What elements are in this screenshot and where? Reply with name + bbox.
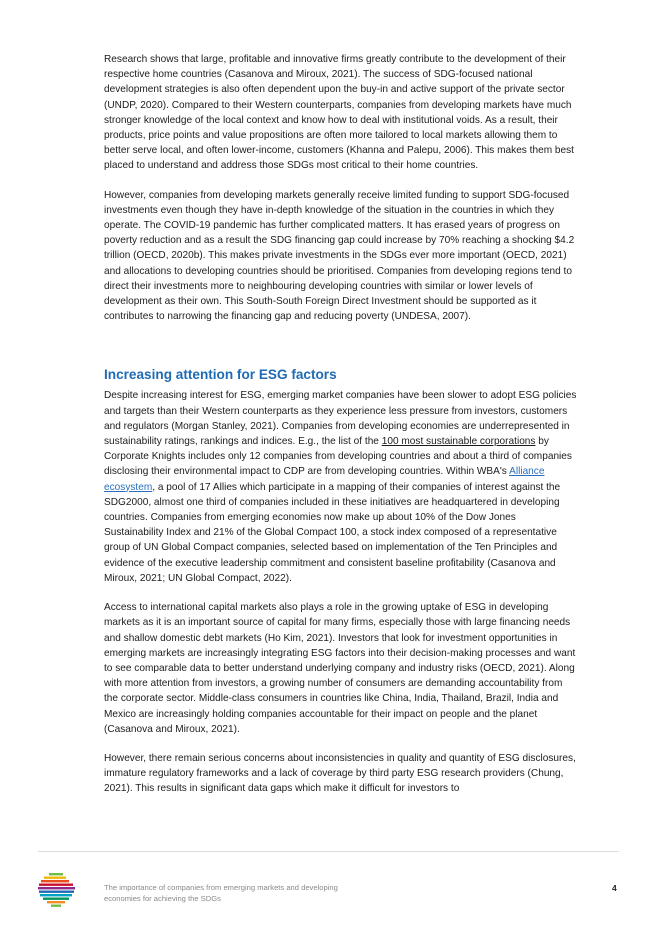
wba-logo-icon <box>38 872 76 908</box>
paragraph-concerns: However, there remain serious concerns about inconsistencies in quality and quantity of ESG disclosures, immature regulatory frameworks and a lack of coverage by third party ESG research providers (Chung, 2021). This results in significant data gaps which make it difficult for investors to <box>104 752 576 795</box>
main-content <box>104 52 578 811</box>
footer-divider <box>38 851 619 852</box>
footer-document-title: The importance of companies from emerging markets and developing economies for achieving the SDGs <box>104 883 338 903</box>
text-segment: , a pool of 17 Allies which participate in a mapping of their companies of interest against the SDG2000, almost one third of companies included in these initiatives are headquartered in developing countries. Companies from emerging economies now make up about 10% of the Dow Jones Sustainability Index and 21% of the Global Compact 100, a stock index composed of a representative group of UN Global Compact companies, selected based on implementation of the Ten Principles and evidence of the executive leadership commitment and consistent baseline profitability (Casanova and Miroux, 2021; UN Global Compact, 2022). <box>104 481 561 584</box>
text-segment: by Corporate Knights includes only 12 companies from developing countries and about a third of companies disclosing their environmental impact to CDP are from developing countries. Within WBA's <box>104 436 572 478</box>
section-heading: Increasing attention for ESG factors <box>104 367 337 383</box>
paragraph-esg-adoption <box>104 388 578 586</box>
link-100-most-sustainable[interactable]: 100 most sustainable corporations <box>381 436 536 448</box>
link-alliance-ecosystem[interactable]: Alliance ecosystem <box>104 466 545 493</box>
page-number: 4 <box>612 883 617 893</box>
paragraph-capital-markets: Access to international capital markets also plays a role in the growing uptake of ESG in developing markets as it is an important source of capital for many firms, especially those with large financing needs and shallow domestic debt markets (Ho Kim, 2021). Investors that look for investment opportunities in emerging markets are increasingly integrating ESG factors into their decision-making processes and want to see comparable data to better understand underlying company and industry risks (OECD, 2021). Along with more attention from investors, a growing number of consumers are demanding accountability from the corporate sector. Middle-class consumers in countries like China, India, Thailand, Brazil, India and Mexico are increasingly holding companies accountable for their impact on people and the planet (Casanova and Miroux, 2021). <box>104 602 576 735</box>
paragraph-funding: However, companies from developing markets generally receive limited funding to support SDG-focused investments even though they have in-depth knowledge of the situation in the countries in which they operate. The COVID-19 pandemic has further complicated matters. It has erased years of progress on poverty reduction and as a result the SDG financing gap could increase by 70% reaching a shocking $4.2 trillion (OECD, 2020b). This makes private investments in the SDGs ever more important (OECD, 2021) and allocations to developing countries should be prioritised. Companies from developing regions tend to direct their investments more to neighbouring developing countries with similar or lower levels of development as their own. This South-South Foreign Direct Investment should be supported as it contributes to narrowing the financing gap and reducing poverty (UNDESA, 2007). <box>104 189 575 323</box>
text-segment: Despite increasing interest for ESG, emerging market companies have been slower to adopt ESG policies and targets than their Western counterparts as they experience less pressure from investors, customers and regulators (Morgan Stanley, 2021). Companies from developing economies are underrepresented in sustainability ratings, rankings and indices. E.g., the list of the <box>104 390 577 448</box>
paragraph-research: Research shows that large, profitable and innovative firms greatly contribute to the development of their respective home countries (Casanova and Miroux, 2021). The success of SDG-focused national development strategies is also often dependent upon the buy-in and active support of the private sector (UNDP, 2020). Compared to their Western counterparts, companies from developing markets have much stronger knowledge of the local context and know how to deal with institutional voids. As a result, their products, price points and value propositions are often more tailored to local markets allowing them to better serve local, and often lower-income, customers (Khanna and Palepu, 2006). This makes them best placed to understand and address those SDGs most critical to their home countries. <box>104 54 574 172</box>
